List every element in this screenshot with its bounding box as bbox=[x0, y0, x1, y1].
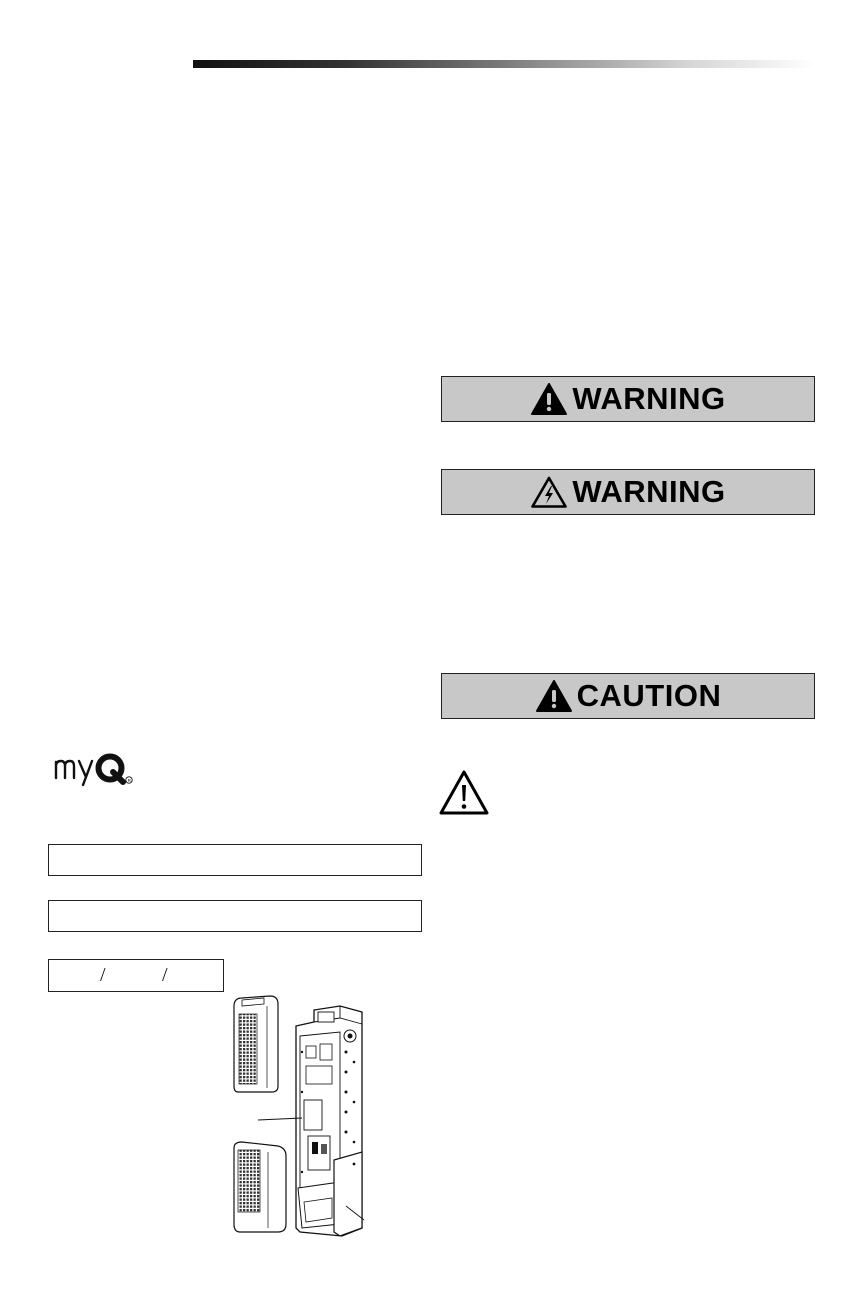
lightning-triangle-icon bbox=[530, 475, 568, 509]
myq-logo-icon bbox=[52, 748, 162, 788]
caution-banner bbox=[441, 673, 815, 719]
outline-exclamation-triangle-icon bbox=[438, 768, 490, 816]
exclamation-triangle-icon bbox=[535, 679, 573, 713]
warning-banner-general bbox=[441, 376, 815, 422]
warning-label: WARNING bbox=[572, 381, 726, 416]
serial-number-field bbox=[48, 844, 422, 876]
opener-exploded-view-icon bbox=[222, 992, 372, 1240]
date-separator: / bbox=[100, 964, 106, 986]
caution-label: CAUTION bbox=[576, 678, 722, 713]
date-field bbox=[48, 959, 224, 992]
date-separator: / bbox=[162, 964, 168, 986]
exclamation-triangle-icon bbox=[530, 382, 568, 416]
model-number-field bbox=[48, 900, 422, 932]
header-gradient-bar bbox=[193, 60, 815, 68]
warning-label: WARNING bbox=[572, 474, 726, 509]
svg-text:R: R bbox=[127, 777, 131, 783]
warning-banner-electrical bbox=[441, 469, 815, 515]
